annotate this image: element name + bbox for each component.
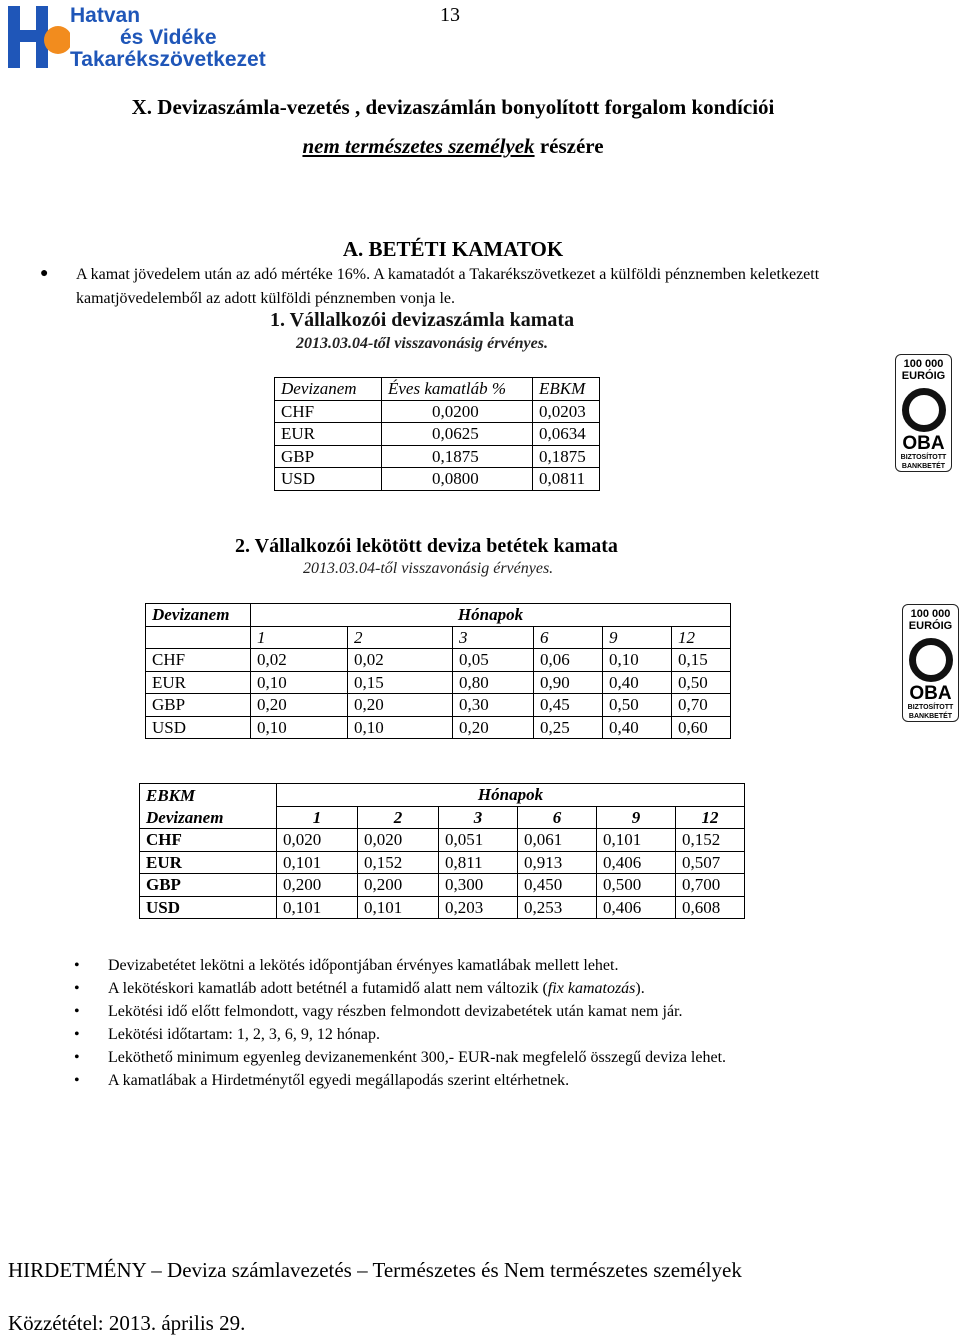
rate-cell: 0,40 — [603, 671, 672, 694]
header-cell: Devizanem — [146, 604, 251, 627]
ebkm-cell: 0,200 — [277, 874, 358, 897]
currency-cell: USD — [140, 896, 277, 919]
ebkm-cell: 0,406 — [597, 851, 676, 874]
currency-cell: CHF — [140, 829, 277, 852]
month-cell: 2 — [348, 626, 453, 649]
currency-cell: USD — [275, 468, 382, 491]
ebkm-cell: 0,811 — [439, 851, 518, 874]
currency-cell: USD — [146, 716, 251, 739]
section-2-heading — [235, 535, 618, 578]
rate-cell: 0,05 — [453, 649, 534, 672]
ebkm-cell: 0,101 — [277, 851, 358, 874]
badge-top-1: 100 000 — [910, 608, 951, 620]
ebkm-cell: 0,061 — [518, 829, 597, 852]
hk-logo-mark-icon — [6, 2, 70, 74]
page-subtitle — [0, 134, 906, 159]
oba-ring-icon — [902, 388, 946, 432]
badge-top-2: EURÓIG — [908, 620, 953, 632]
ebkm-cell: 0,0203 — [533, 400, 600, 423]
table-row — [146, 649, 731, 672]
table-row — [146, 671, 731, 694]
rate-cell: 0,50 — [603, 694, 672, 717]
list-item: • A kamatlábak a Hirdetménytől egyedi megállapodás szerint eltérhetnek. — [108, 1069, 726, 1092]
list-item: • Devizabetétet lekötni a lekötés időpontjában érvényes kamatlábak mellett lehet. — [108, 954, 726, 977]
rate-cell: 0,50 — [672, 671, 731, 694]
fx-account-rate-table — [274, 377, 600, 491]
table-row — [140, 874, 745, 897]
month-cell: 9 — [597, 806, 676, 829]
table-row — [140, 851, 745, 874]
ebkm-cell: 0,0634 — [533, 423, 600, 446]
table-row — [275, 445, 600, 468]
ebkm-cell: 0,608 — [676, 896, 745, 919]
rate-cell: 0,1875 — [382, 445, 533, 468]
rate-cell: 0,0625 — [382, 423, 533, 446]
months-header-cell: Hónapok — [251, 604, 731, 627]
empty-cell — [146, 626, 251, 649]
badge-bottom-1: BIZTOSÍTOTT — [907, 704, 954, 711]
table-row — [275, 423, 600, 446]
rate-cell: 0,45 — [534, 694, 603, 717]
rate-cell: 0,90 — [534, 671, 603, 694]
month-cell: 1 — [277, 806, 358, 829]
subtitle-rest: részére — [534, 134, 604, 158]
rate-cell: 0,20 — [453, 716, 534, 739]
badge-bottom-1: BIZTOSÍTOTT — [900, 454, 947, 461]
table-row — [275, 468, 600, 491]
note-emphasis: fix kamatozás — [547, 980, 636, 997]
notes-list — [108, 954, 726, 1092]
table-header-row — [146, 604, 731, 627]
note-text: A lekötéskori kamatláb adott betétnél a futamidő alatt nem változik ( — [108, 980, 548, 997]
rate-cell: 0,06 — [534, 649, 603, 672]
logo-line-2: és Vidéke — [120, 26, 217, 49]
rate-cell: 0,40 — [603, 716, 672, 739]
section-1-heading — [270, 309, 574, 353]
ebkm-cell: 0,051 — [439, 829, 518, 852]
table-header-row — [275, 378, 600, 401]
oba-badge — [895, 354, 952, 472]
bullet-icon: ● — [40, 266, 49, 281]
table-row — [275, 400, 600, 423]
rate-cell: 0,30 — [453, 694, 534, 717]
rate-cell: 0,10 — [251, 671, 348, 694]
ebkm-cell: 0,101 — [597, 829, 676, 852]
ebkm-cell: 0,450 — [518, 874, 597, 897]
section-a-heading: A. BETÉTI KAMATOK — [342, 237, 564, 261]
footer-title: HIRDETMÉNY – Deviza számlavezetés – Természetes és Nem természetes személyek — [8, 1258, 742, 1282]
ebkm-cell: 0,406 — [597, 896, 676, 919]
currency-cell: GBP — [146, 694, 251, 717]
rate-cell: 0,15 — [672, 649, 731, 672]
logo-line-1: Hatvan — [70, 4, 141, 27]
rate-cell: 0,0200 — [382, 400, 533, 423]
section-2-validity: 2013.03.04-től visszavonásig érvényes. — [303, 560, 554, 577]
section-1-validity: 2013.03.04-től visszavonásig érvényes. — [296, 335, 548, 352]
ebkm-cell: 0,700 — [676, 874, 745, 897]
badge-top-1: 100 000 — [903, 358, 944, 370]
tax-note: A kamat jövedelem után az adó mértéke 16%. A kamatadót a Takarékszövetkezet a külföldi pénznemben keletkezett kamatjövedelemből az adott külföldi pénznemben vonja le. — [76, 266, 820, 307]
table-header-row — [146, 626, 731, 649]
ebkm-label-cell: EBKM — [140, 784, 277, 807]
month-cell: 2 — [358, 806, 439, 829]
badge-oba: OBA — [902, 433, 945, 454]
oba-ring-icon — [909, 638, 953, 682]
rate-cell: 0,02 — [348, 649, 453, 672]
badge-oba: OBA — [909, 683, 952, 704]
currency-cell: GBP — [275, 445, 382, 468]
ebkm-cell: 0,152 — [676, 829, 745, 852]
ebkm-cell: 0,1875 — [533, 445, 600, 468]
ebkm-cell: 0,253 — [518, 896, 597, 919]
table-header-row — [140, 806, 745, 829]
rate-cell: 0,10 — [348, 716, 453, 739]
currency-cell: EUR — [146, 671, 251, 694]
bank-logo — [6, 2, 286, 74]
ebkm-cell: 0,020 — [358, 829, 439, 852]
table-header-row — [140, 784, 745, 807]
month-cell: 12 — [672, 626, 731, 649]
month-cell: 1 — [251, 626, 348, 649]
list-item — [108, 977, 726, 1000]
currency-cell: CHF — [275, 400, 382, 423]
ebkm-cell: 0,152 — [358, 851, 439, 874]
page-number: 13 — [440, 4, 460, 26]
rate-cell: 0,20 — [348, 694, 453, 717]
rate-cell: 0,15 — [348, 671, 453, 694]
badge-bottom-2: BANKBETÉT — [901, 463, 946, 470]
currency-cell: GBP — [140, 874, 277, 897]
rate-cell: 0,25 — [534, 716, 603, 739]
ebkm-table — [139, 783, 745, 919]
rate-cell: 0,70 — [672, 694, 731, 717]
ebkm-cell: 0,0811 — [533, 468, 600, 491]
month-cell: 6 — [518, 806, 597, 829]
ebkm-cell: 0,101 — [358, 896, 439, 919]
section-2-title: 2. Vállalkozói lekötött deviza betétek kamata — [235, 535, 618, 557]
list-item: • Lekötési idő előtt felmondott, vagy részben felmondott devizabetétek után kamat nem jár. — [108, 1000, 726, 1023]
logo-line-3: Takarékszövetkezet — [70, 48, 266, 71]
rate-cell: 0,20 — [251, 694, 348, 717]
currency-cell: EUR — [275, 423, 382, 446]
oba-badge — [902, 604, 959, 722]
header-cell: Devizanem — [140, 806, 277, 829]
rate-cell: 0,60 — [672, 716, 731, 739]
month-cell: 9 — [603, 626, 672, 649]
fixed-deposit-rate-table — [145, 603, 731, 739]
month-cell: 12 — [676, 806, 745, 829]
table-row — [146, 694, 731, 717]
table-row — [140, 896, 745, 919]
month-cell: 3 — [453, 626, 534, 649]
ebkm-cell: 0,200 — [358, 874, 439, 897]
badge-bottom-2: BANKBETÉT — [908, 713, 953, 720]
footer-date: Közzététel: 2013. április 29. — [8, 1311, 246, 1335]
ebkm-cell: 0,500 — [597, 874, 676, 897]
table-row — [146, 716, 731, 739]
month-cell: 3 — [439, 806, 518, 829]
currency-cell: CHF — [146, 649, 251, 672]
rate-cell: 0,10 — [603, 649, 672, 672]
page-title: X. Devizaszámla-vezetés , devizaszámlán bonyolított forgalom kondíciói — [131, 95, 775, 119]
ebkm-cell: 0,203 — [439, 896, 518, 919]
ebkm-cell: 0,507 — [676, 851, 745, 874]
list-item: • Lekötési időtartam: 1, 2, 3, 6, 9, 12 hónap. — [108, 1023, 726, 1046]
section-1-title: 1. Vállalkozói devizaszámla kamata — [270, 309, 575, 331]
header-cell: EBKM — [533, 378, 600, 401]
table-row — [140, 829, 745, 852]
list-item: • Leköthető minimum egyenleg devizanemenként 300,- EUR-nak megfelelő összegű deviza lehet. — [108, 1046, 726, 1069]
subtitle-underlined: nem természetes személyek — [302, 134, 535, 158]
currency-cell: EUR — [140, 851, 277, 874]
header-cell: Éves kamatláb % — [382, 378, 533, 401]
rate-cell: 0,02 — [251, 649, 348, 672]
ebkm-cell: 0,913 — [518, 851, 597, 874]
rate-cell: 0,10 — [251, 716, 348, 739]
header-cell: Devizanem — [275, 378, 382, 401]
ebkm-cell: 0,300 — [439, 874, 518, 897]
month-cell: 6 — [534, 626, 603, 649]
months-header-cell: Hónapok — [277, 784, 745, 807]
ebkm-cell: 0,101 — [277, 896, 358, 919]
rate-cell: 0,80 — [453, 671, 534, 694]
rate-cell: 0,0800 — [382, 468, 533, 491]
badge-top-2: EURÓIG — [901, 370, 946, 382]
note-text: ). — [635, 980, 645, 997]
ebkm-cell: 0,020 — [277, 829, 358, 852]
